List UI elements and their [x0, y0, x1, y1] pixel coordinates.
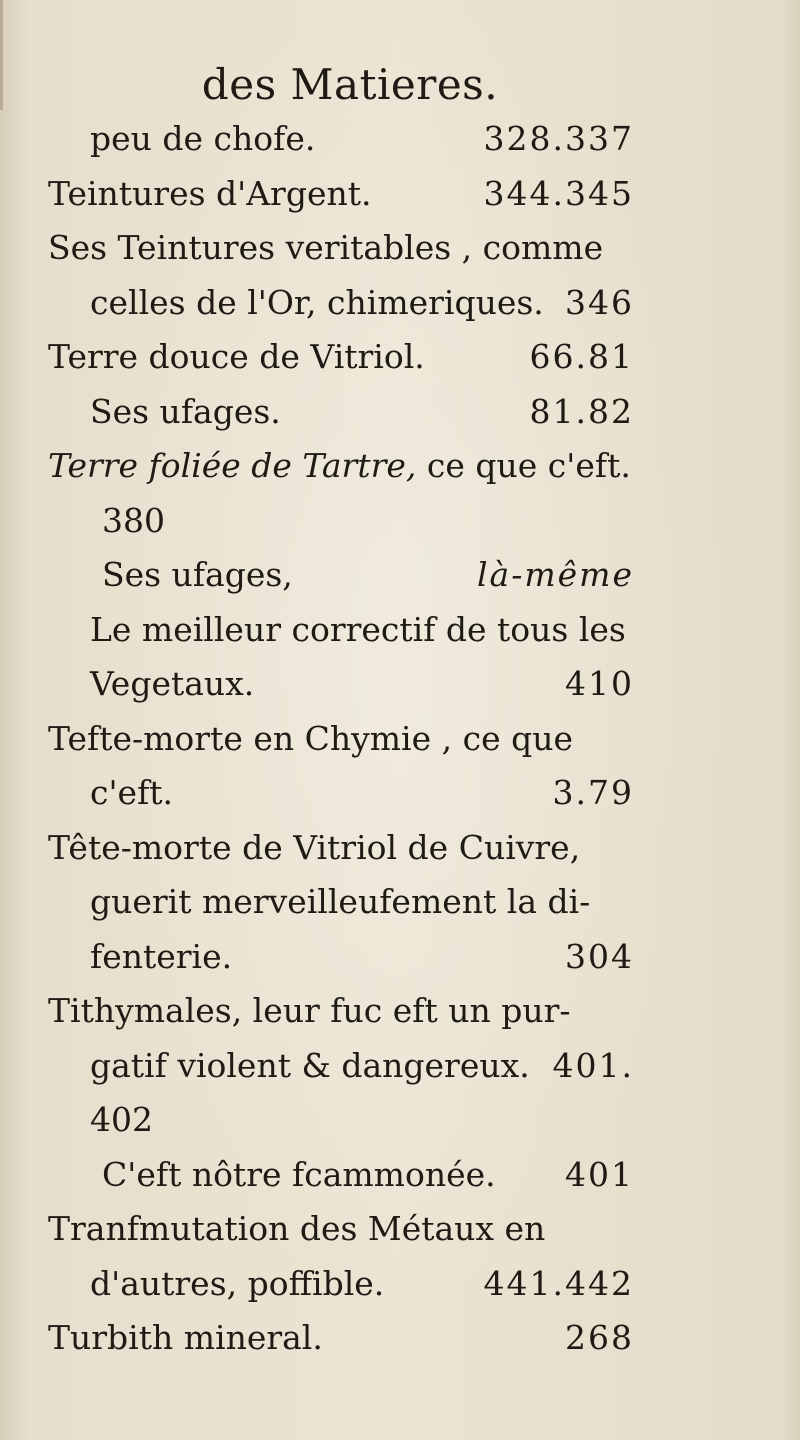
- page-reference: 328.337: [483, 119, 634, 158]
- entry-text: [48, 439, 631, 494]
- index-line: [48, 603, 634, 658]
- entry-text-rest: ce que c'eft.: [416, 446, 631, 485]
- entry-text: peu de chofe.: [90, 119, 316, 158]
- index-line: [48, 712, 634, 767]
- entry-text: Ses Teintures veritables , comme: [48, 228, 604, 267]
- entry-text: fenterie.: [90, 936, 233, 976]
- index-line: [48, 276, 634, 331]
- page-reference: 401: [565, 1154, 634, 1194]
- entry-text: 402: [90, 1100, 153, 1139]
- entry-text: Vegetaux.: [90, 664, 255, 703]
- entry-text: C'eft nôtre fcammonée.: [102, 1154, 496, 1194]
- index-line: [48, 766, 634, 821]
- entry-text: Ses ufages.: [90, 391, 281, 431]
- index-line: [48, 875, 634, 930]
- entry-text: Le meilleur correctif de tous les: [90, 609, 626, 649]
- page-reference: 66.81: [529, 337, 634, 376]
- entry-text: Tefte-morte en Chymie , ce que: [48, 718, 574, 758]
- entry-text: celles de l'Or, chimeriques.: [90, 282, 544, 322]
- index-line: [48, 439, 634, 494]
- index-line: [48, 330, 634, 385]
- page-reference: 441.442: [483, 1263, 634, 1303]
- index-line: [48, 221, 634, 276]
- entry-text: Teintures d'Argent.: [48, 173, 372, 213]
- entry-text: guerit merveilleufement la di-: [90, 882, 591, 921]
- entry-italic-term: Terre foliée de Tartre,: [48, 446, 417, 485]
- index-line: [48, 821, 634, 876]
- index-line: [48, 1093, 634, 1148]
- entry-text: Turbith mineral.: [48, 1318, 323, 1357]
- index-line: [48, 1202, 634, 1257]
- entry-text: Tranfmutation des Métaux en: [48, 1209, 546, 1248]
- page-reference: 410: [565, 664, 634, 703]
- entry-text: Terre douce de Vitriol.: [48, 337, 425, 376]
- index-line: [48, 657, 634, 712]
- entry-text: Tithymales, leur fuc eft un pur-: [48, 991, 571, 1030]
- index-line: [48, 930, 634, 985]
- index-line: [48, 1257, 634, 1312]
- index-line: [48, 548, 634, 603]
- page-reference: 81.82: [529, 391, 634, 431]
- index-line: [48, 167, 634, 222]
- index-line: [48, 494, 634, 549]
- index-line: [48, 984, 634, 1039]
- entry-text: 380: [102, 500, 165, 540]
- index-entries: [48, 112, 634, 1366]
- index-line: [48, 1039, 634, 1094]
- entry-text: gatif violent & dangereux.: [90, 1045, 530, 1085]
- entry-text: Ses ufages,: [102, 555, 293, 594]
- page-reference: 304: [565, 936, 634, 976]
- page-reference: 346: [565, 282, 634, 322]
- index-line: [48, 1148, 634, 1203]
- page-header: des Matieres.: [201, 60, 499, 109]
- page-reference: 268: [565, 1318, 634, 1357]
- entry-text: d'autres, poffible.: [90, 1263, 385, 1303]
- page-reference: 344.345: [483, 173, 634, 213]
- index-line: [48, 1311, 634, 1366]
- index-line: [48, 385, 634, 440]
- page-reference: 3.79: [552, 773, 634, 812]
- page-reference: là-même: [476, 555, 634, 594]
- entry-text: Tête-morte de Vitriol de Cuivre,: [48, 827, 581, 867]
- entry-text: c'eft.: [90, 773, 174, 812]
- index-line: [48, 112, 634, 167]
- page-reference: 401.: [552, 1045, 634, 1085]
